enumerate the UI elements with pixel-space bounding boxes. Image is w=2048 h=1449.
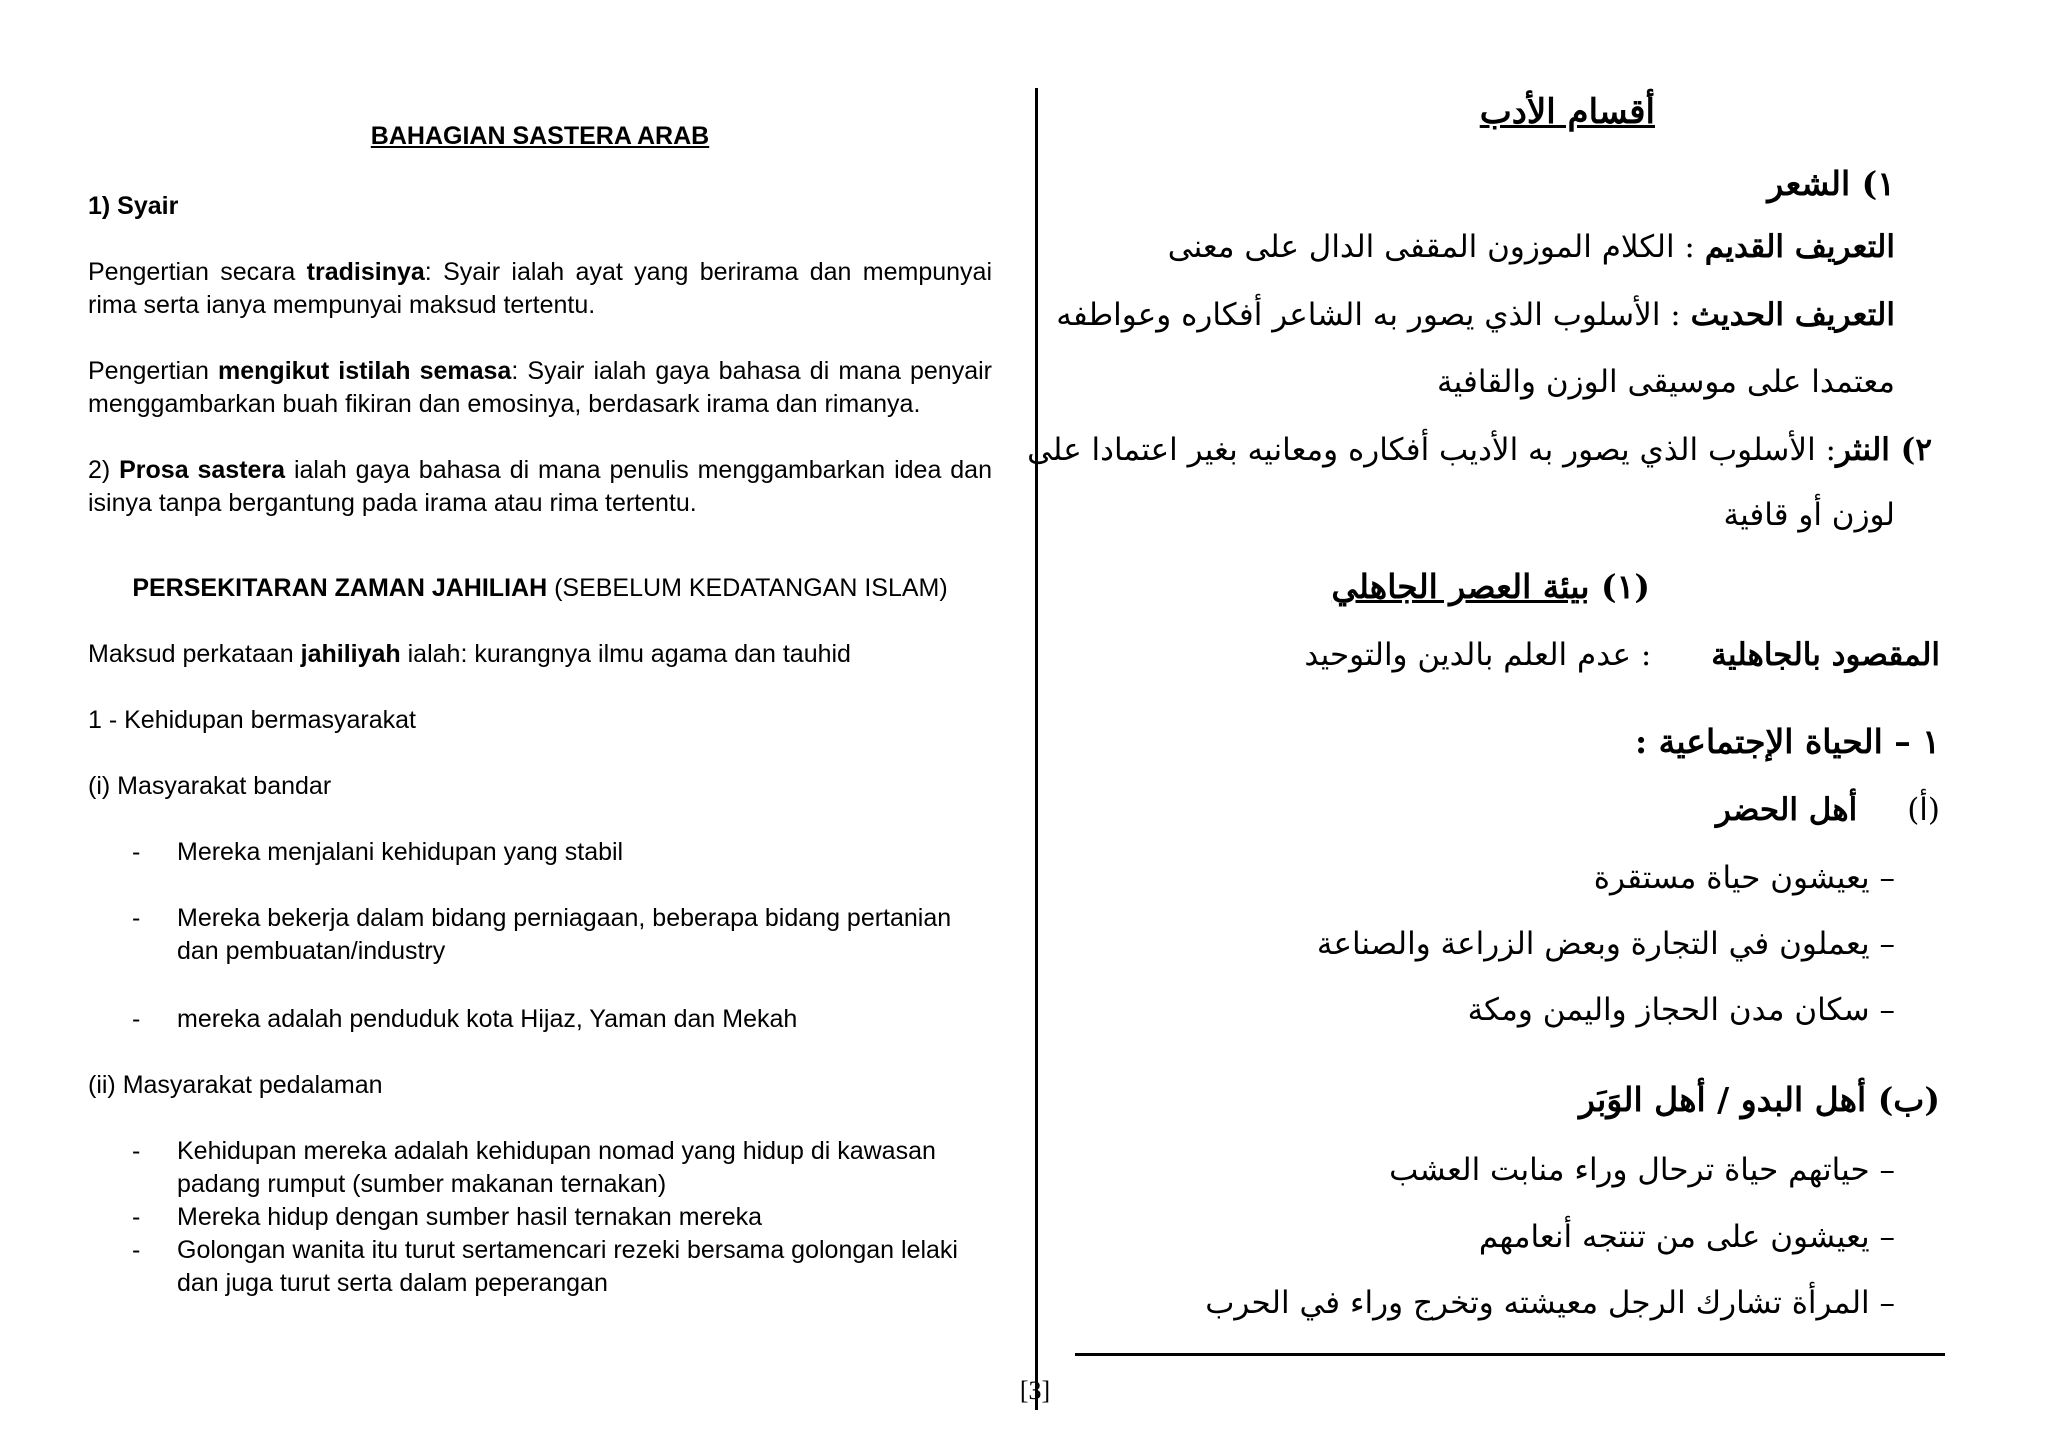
prosa-definition <box>88 454 992 520</box>
definition-label: التعريف القديم <box>1704 229 1895 265</box>
new-definition-continued: معتمدا على موسيقى الوزن والقافية <box>1437 364 1895 400</box>
bold-term: tradisinya <box>306 258 425 286</box>
heading-number: (١) <box>1589 567 1650 606</box>
definition-text: : عدم العلم بالدين والتوحيد <box>1304 637 1652 673</box>
malay-title-text: BAHAGIAN SASTERA ARAB <box>370 122 710 150</box>
text-segment: : Syair ialah ayat yang berirama dan mempunyai rima serta ianya mempunyai maksud tertentu. <box>88 258 993 319</box>
shir-heading: ١) الشعر <box>1767 164 1895 203</box>
masyarakat-pedalaman-heading: (ii) Masyarakat pedalaman <box>88 1071 383 1099</box>
hadar-item: – يعملون في التجارة وبعض الزراعة والصناعة <box>1316 926 1895 962</box>
hadar-heading <box>1716 792 1940 828</box>
old-definition <box>1168 229 1895 265</box>
nathr-definition-continued: لوزن أو قافية <box>1723 497 1895 533</box>
section-title-rest: (SEBELUM KEDATANGAN ISLAM) <box>547 574 948 602</box>
heading-number: (أ) <box>1907 792 1940 828</box>
heading-title: بيئة العصر الجاهلي <box>1331 567 1590 606</box>
list-item-text: Mereka menjalani kehidupan yang stabil <box>177 838 624 866</box>
hadar-item: – يعيشون حياة مستقرة <box>1593 860 1895 896</box>
badw-item: – حياتهم حياة ترحال وراء منابت العشب <box>1389 1152 1895 1188</box>
bold-term: Prosa sastera <box>119 456 286 484</box>
nathr-definition <box>1027 432 1932 468</box>
syair-modern-definition <box>88 355 992 421</box>
text-segment: 2) <box>88 456 120 484</box>
list-item-text: Kehidupan mereka adalah kehidupan nomad yang hidup di kawasan padang rumput (sumber makanan ternakan) <box>177 1137 936 1198</box>
list-item <box>88 1201 992 1234</box>
hadar-item: – سكان مدن الحجاز واليمن ومكة <box>1467 992 1895 1028</box>
jahiliah-section-title <box>88 572 992 605</box>
bold-term: jahiliyah <box>300 640 401 668</box>
masyarakat-bandar-heading: (i) Masyarakat bandar <box>88 772 332 800</box>
bullet-dash: - <box>132 1005 141 1033</box>
list-item <box>88 1003 992 1036</box>
list-item <box>88 1135 992 1201</box>
list-item-text: Mereka bekerja dalam bidang perniagaan, beberapa bidang pertanian dan pembuatan/industry <box>177 904 952 965</box>
list-item-text: Golongan wanita itu turut sertamencari rezeki bersama golongan lelaki dan juga turut serta dalam peperangan <box>177 1236 958 1297</box>
text-segment: : Syair ialah gaya bahasa di mana penyair menggambarkan buah fikiran dan emosinya, berdasark irama dan rimanya. <box>88 357 992 418</box>
badw-heading: (ب) أهل البدو / أهل الوَبَر <box>1578 1080 1940 1119</box>
list-item <box>88 902 992 968</box>
definition-text: : الأسلوب الذي يصور به الأديب أفكاره ومعانيه بغير اعتمادا على <box>1027 432 1836 468</box>
malay-column <box>88 120 992 1300</box>
list-item-text: Mereka hidup dengan sumber hasil ternakan mereka <box>177 1203 763 1231</box>
social-life-heading: ١ – الحياة الإجتماعية : <box>1634 722 1940 761</box>
column-divider <box>1035 88 1038 1410</box>
text-segment: Maksud perkataan <box>88 640 301 668</box>
heading-title: أهل الحضر <box>1715 792 1858 828</box>
bold-term: mengikut istilah semasa <box>218 357 512 385</box>
bullet-dash: - <box>132 1137 141 1165</box>
text-segment: ialah: kurangnya ilmu agama dan tauhid <box>400 640 851 668</box>
list-item <box>88 836 992 869</box>
syair-heading-text: 1) Syair <box>88 192 179 220</box>
definition-text: : الأسلوب الذي يصور به الشاعر أفكاره وعواطفه <box>1056 297 1691 333</box>
badw-item: – المرأة تشارك الرجل معيشته وتخرج وراء في الحرب <box>1205 1285 1895 1321</box>
bullet-dash: - <box>132 904 141 932</box>
jahiliyah-meaning <box>88 638 992 671</box>
malay-title <box>88 120 992 153</box>
bullet-dash: - <box>132 1203 141 1231</box>
page-number: [3] <box>1019 1376 1051 1405</box>
syair-traditional-definition <box>88 256 992 322</box>
definition-label: التعريف الحديث <box>1690 297 1895 333</box>
jahiliyyah-meaning <box>1304 637 1940 673</box>
text-segment: ialah gaya bahasa di mana penulis menggambarkan idea dan isinya tanpa bergantung pada irama atau rima tertentu. <box>88 456 992 517</box>
jahili-environment-heading <box>1331 567 1650 606</box>
definition-label: ٢) النثر <box>1836 432 1932 468</box>
bullet-dash: - <box>132 838 141 866</box>
badw-item: – يعيشون على من تنتجه أنعامهم <box>1478 1219 1895 1255</box>
list-item <box>88 1234 992 1300</box>
text-segment: Pengertian secara <box>88 258 307 286</box>
bottom-rule <box>1075 1353 1945 1356</box>
arabic-title: أقسام الأدب <box>1479 92 1655 132</box>
kehidupan-heading: 1 - Kehidupan bermasyarakat <box>88 706 416 734</box>
section-title-bold: PERSEKITARAN ZAMAN JAHILIAH <box>132 574 548 602</box>
new-definition <box>1056 297 1895 333</box>
definition-text: : الكلام الموزون المقفى الدال على معنى <box>1167 229 1705 265</box>
list-item-text: mereka adalah penduduk kota Hijaz, Yaman dan Mekah <box>177 1005 798 1033</box>
definition-label: المقصود بالجاهلية <box>1711 637 1940 673</box>
text-segment: Pengertian <box>88 357 219 385</box>
syair-heading <box>88 190 992 223</box>
bullet-dash: - <box>132 1236 141 1264</box>
